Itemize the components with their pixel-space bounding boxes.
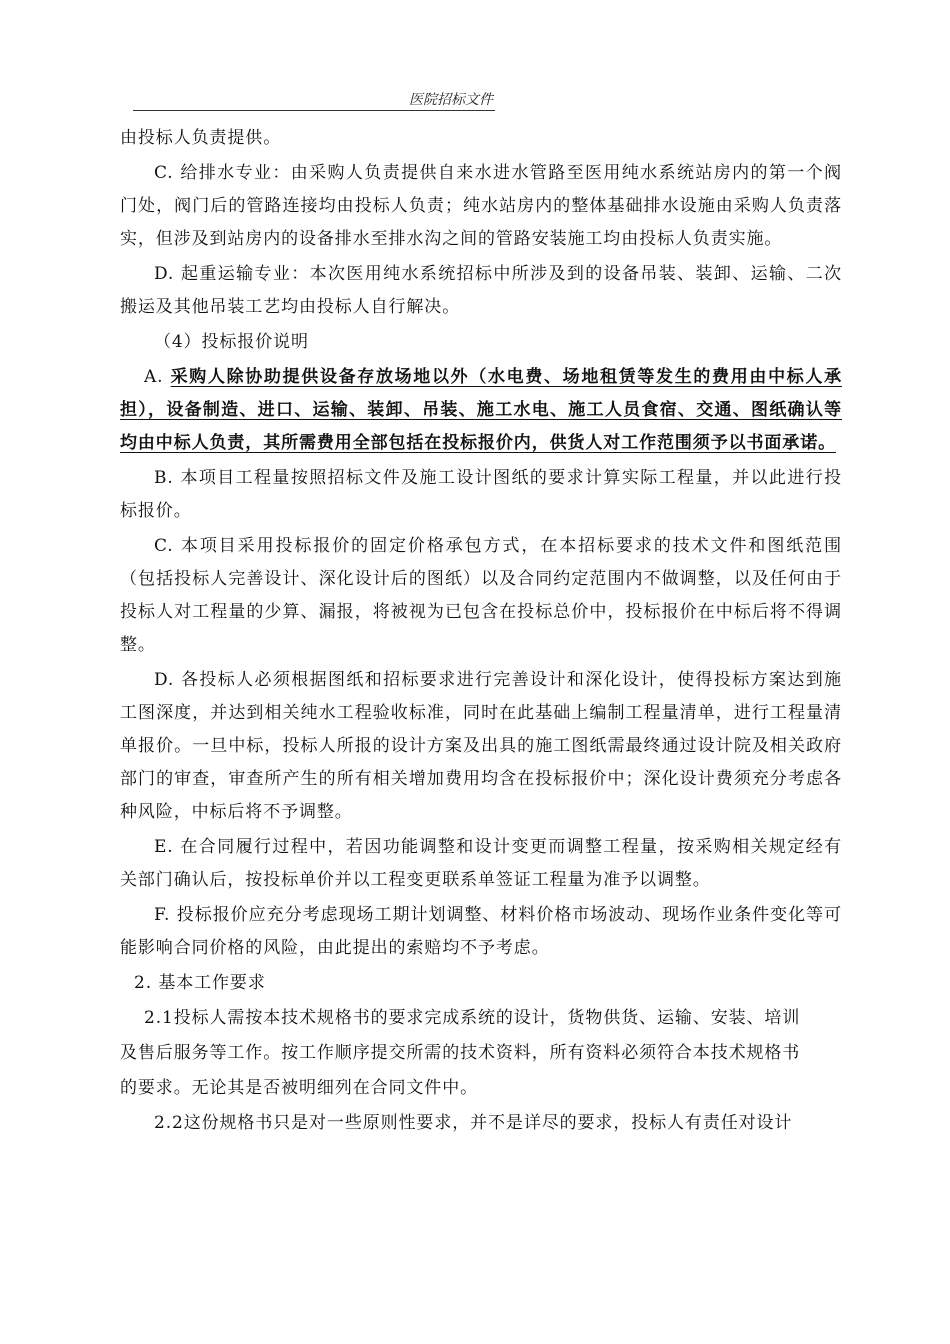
bold-commitment-text: 采购人除协助提供设备存放场地以外（水电费、场地租赁等发生的费用由中标人承担），设备制造、进口、运输、装卸、吊装、施工水电、施工人员食宿、交通、图纸确认等均由中标人负责，其所需费用全部包括在投标报价内，供货人对工作范围须予以书面承诺。	[120, 367, 842, 453]
paragraph-bid-a	[120, 361, 842, 460]
paragraph-lifting-transport: D. 起重运输专业：本次医用纯水系统招标中所涉及到的设备吊装、装卸、运输、二次搬运及其他吊装工艺均由投标人自行解决。	[120, 264, 842, 317]
paragraph-2-2: 2.2这份规格书只是对一些原则性要求，并不是详尽的要求，投标人有责任对设计	[154, 1113, 793, 1133]
page-header	[133, 92, 495, 111]
paragraph-2-1-line1: 2.1投标人需按本技术规格书的要求完成系统的设计，货物供货、运输、安装、培训	[144, 1008, 801, 1028]
header-title: 医院招标文件	[409, 92, 493, 108]
section-heading-basic-requirements: 2. 基本工作要求	[134, 973, 266, 993]
paragraph-continuation: 由投标人负责提供。	[120, 128, 282, 148]
section-heading-bid-price: （4）投标报价说明	[154, 332, 309, 352]
paragraph-bid-b: B. 本项目工程量按照招标文件及施工设计图纸的要求计算实际工程量，并以此进行投标报价。	[120, 468, 842, 521]
paragraph-bid-f: F. 投标报价应充分考虑现场工期计划调整、材料价格市场波动、现场作业条件变化等可能影响合同价格的风险，由此提出的索赔均不予考虑。	[120, 905, 842, 958]
item-label-a: A.	[144, 367, 171, 387]
paragraph-2-1-line3: 的要求。无论其是否被明细列在合同文件中。	[120, 1078, 478, 1098]
paragraph-bid-c: C. 本项目采用投标报价的固定价格承包方式，在本招标要求的技术文件和图纸范围（包括投标人完善设计、深化设计后的图纸）以及合同约定范围内不做调整，以及任何由于投标人对工程量的少算、漏报，将被视为已包含在投标总价中，投标报价在中标后将不得调整。	[120, 536, 842, 655]
paragraph-bid-d: D. 各投标人必须根据图纸和招标要求进行完善设计和深化设计，使得投标方案达到施工图深度，并达到相关纯水工程验收标准，同时在此基础上编制工程量清单，进行工程量清单报价。一旦中标，投标人所报的设计方案及出具的施工图纸需最终通过设计院及相关政府部门的审查，审查所产生的所有相关增加费用均含在投标报价中；深化设计费须充分考虑各种风险，中标后将不予调整。	[120, 670, 842, 822]
document-body	[120, 122, 842, 1142]
paragraph-water-supply: C. 给排水专业：由采购人负责提供自来水进水管路至医用纯水系统站房内的第一个阀门处，阀门后的管路连接均由投标人负责；纯水站房内的整体基础排水设施由采购人负责落实，但涉及到站房内的设备排水至排水沟之间的管路安装施工均由投标人负责实施。	[120, 163, 842, 249]
paragraph-2-1-line2: 及售后服务等工作。按工作顺序提交所需的技术资料，所有资料必须符合本技术规格书	[120, 1043, 801, 1063]
paragraph-bid-e: E. 在合同履行过程中，若因功能调整和设计变更而调整工程量，按采购相关规定经有关部门确认后，按投标单价并以工程变更联系单签证工程量为准予以调整。	[120, 837, 842, 890]
